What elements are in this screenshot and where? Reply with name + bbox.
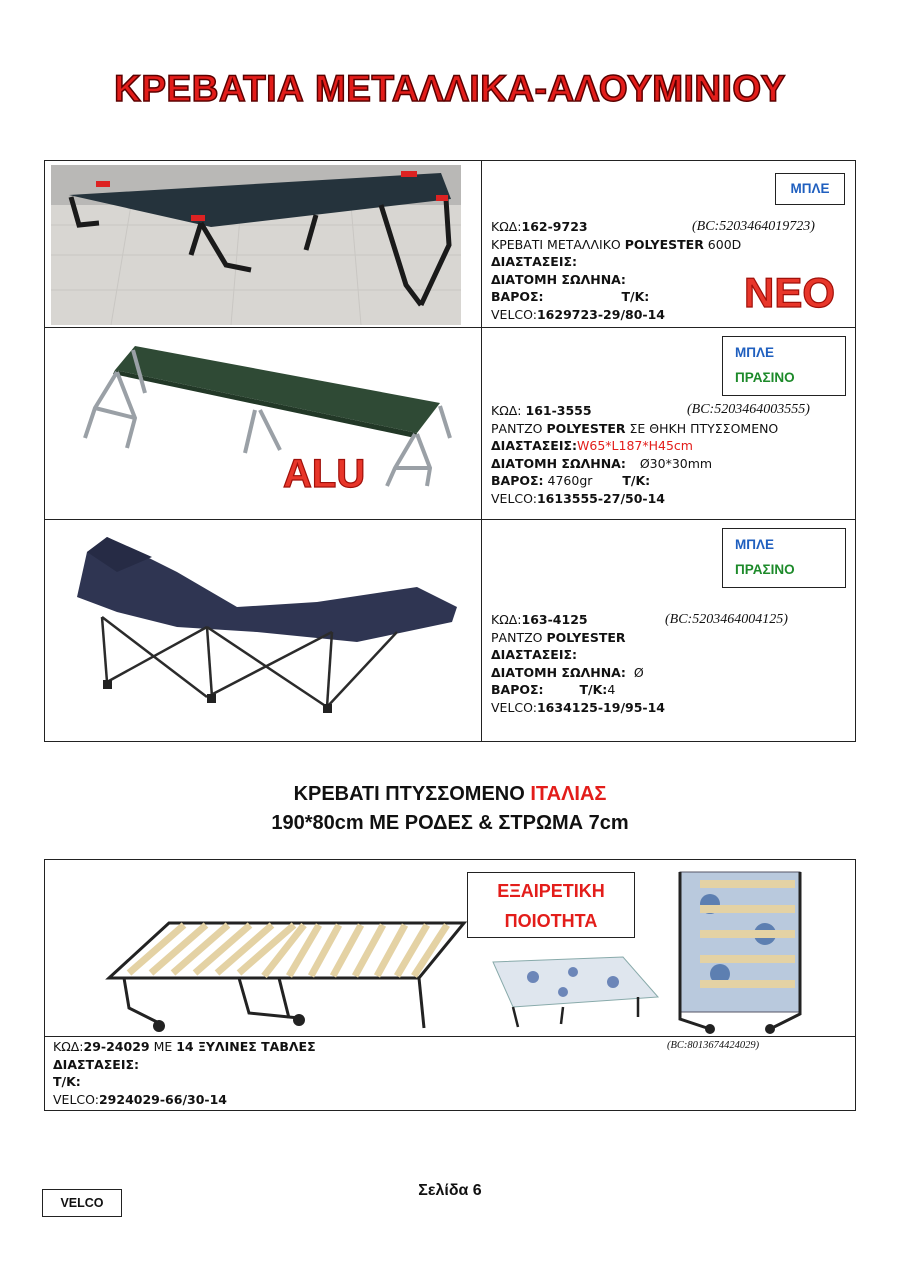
code-label: ΚΩΔ: [53,1039,84,1054]
barcode: (BC:8013674424029) [667,1040,760,1051]
color-option: ΠΡΑΣΙΝΟ [735,370,795,385]
color-options [775,173,845,205]
product-details [491,611,665,716]
folding-lounger-photo [57,532,467,732]
new-badge: ΝΕΟ [744,269,836,316]
product-image-cell [45,161,482,328]
tk-value: 4 [607,682,616,697]
desc-bold: POLYESTER [546,420,626,436]
product-image-cell [45,328,482,520]
dimensions-label: ΔΙΑΣΤΑΣΕΙΣ: [53,1056,140,1072]
weight-label: ΒΑΡΟΣ: [491,473,544,488]
section-title [0,783,900,806]
code-label: ΚΩΔ: [491,403,522,418]
desc-pre: ΡΑΝΤΖΟ [491,629,547,645]
desc-pre: ΜΕ [149,1039,177,1054]
code-label: ΚΩΔ: [491,612,522,627]
desc-bold: POLYESTER [546,629,626,645]
dimensions-value: W65*L187*H45cm [577,438,693,453]
aluminium-cot-photo [55,338,465,488]
folded-bed-photo [670,864,810,1036]
barcode: (BC:5203464019723) [692,219,815,234]
page-number: Σελίδα 6 [418,1182,482,1199]
tk-label: Τ/Κ: [579,682,608,697]
dimensions-label: ΔΙΑΣΤΑΣΕΙΣ: [491,647,578,662]
desc-bold: 14 ΞΥΛΙΝΕΣ ΤΑΒΛΕΣ [176,1039,316,1054]
velco-code: 1634125-19/95-14 [536,699,665,715]
page-title: ΚΡΕΒΑΤΙΑ ΜΕΤΑΛΛΙΚΑ-ΑΛΟΥΜΙΝΙΟΥ [114,68,786,109]
desc-pre: ΡΑΝΤΖΟ [491,420,547,436]
product-code: 163-4125 [521,612,588,627]
color-option: ΜΠΛΕ [735,345,775,360]
quality-line-2: ΠΟΙΟΤΗΤΑ [504,911,598,931]
tube-label: ΔΙΑΤΟΜΗ ΣΩΛΗΝΑ: [491,271,626,287]
product-code: 162-9723 [521,219,588,234]
desc-post: ΣΕ ΘΗΚΗ ΠΤΥΣΣΟΜΕΝΟ [625,420,779,436]
desc-post: 600D [703,236,742,252]
product-row [45,161,856,328]
quality-badge [467,872,635,938]
quality-line-1: ΕΞΑΙΡΕΤΙΚΗ [497,881,605,901]
product-code: 29-24029 [83,1039,150,1054]
product-row [45,520,856,742]
weight-label: ΒΑΡΟΣ: [491,289,544,304]
velco-code: 1629723-29/80-14 [536,306,665,322]
tube-value: Ø [633,664,644,680]
tube-label: ΔΙΑΤΟΜΗ ΣΩΛΗΝΑ: [491,664,626,680]
barcode: (BC:5203464003555) [687,402,810,417]
tube-label: ΔΙΑΤΟΜΗ ΣΩΛΗΝΑ: [491,455,626,471]
folding-bed-details [53,1038,316,1108]
velco-label: VELCO: [53,1091,99,1107]
velco-code: 2924029-66/30-14 [98,1091,227,1107]
folding-bed-box [44,859,856,1111]
bed-with-mattress-photo [473,952,663,1032]
product-row [45,328,856,520]
velco-label: VELCO: [491,699,537,715]
product-info-cell [482,520,856,742]
product-table [44,160,856,742]
tube-value: Ø30*30mm [639,455,713,471]
section-title-red: ΙΤΑΛΙΑΣ [530,783,607,805]
weight-label: ΒΑΡΟΣ: [491,682,544,697]
steel-camp-bed-photo [51,165,461,325]
dimensions-label: ΔΙΑΣΤΑΣΕΙΣ: [491,438,578,453]
color-option: ΠΡΑΣΙΝΟ [735,562,795,577]
color-options [722,336,846,396]
velco-label: VELCO: [491,490,537,506]
slatted-bed-photo [99,908,469,1038]
color-option: ΜΠΛΕ [735,537,775,552]
section-title-black: ΚΡΕΒΑΤΙ ΠΤΥΣΣΟΜΕΝΟ [293,783,531,805]
desc-bold: POLYESTER [624,236,704,252]
tk-label: Τ/Κ: [622,473,651,488]
weight-value: 4760gr [547,473,593,488]
color-options [722,528,846,588]
desc-pre: ΚΡΕΒΑΤΙ ΜΕΤΑΛΛΙΚΟ [491,236,625,252]
dimensions-label: ΔΙΑΣΤΑΣΕΙΣ: [491,254,578,269]
product-image-cell [45,520,482,742]
product-info-cell [482,161,856,328]
tk-label: Τ/Κ: [621,289,650,304]
code-label: ΚΩΔ: [491,219,522,234]
product-info-cell [482,328,856,520]
alu-badge: ALU [283,452,366,496]
divider [45,1036,855,1037]
velco-code: 1613555-27/50-14 [536,490,665,506]
tk-label: Τ/Κ: [53,1074,81,1089]
brand-logo: VELCO [42,1189,122,1217]
section-subtitle: 190*80cm ΜΕ ΡΟΔΕΣ & ΣΤΡΩΜΑ 7cm [271,812,629,834]
barcode: (BC:5203464004125) [665,612,788,627]
product-code: 161-3555 [525,403,592,418]
color-option: ΜΠΛΕ [790,181,830,196]
velco-label: VELCO: [491,306,537,322]
